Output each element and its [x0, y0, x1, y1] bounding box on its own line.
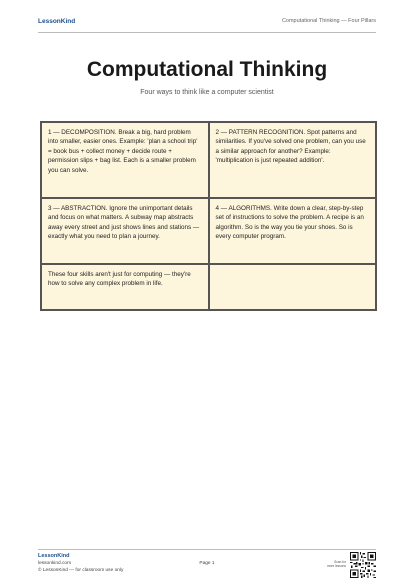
pillar-cell-abstraction: 3 — ABSTRACTION. Ignore the unimportant details and focus on what matters. A subway map abstracts away every street and just shows lines and stations — exactly what you need to plan a journey.	[41, 198, 209, 264]
footer-url[interactable]: lessonkind.com	[38, 561, 72, 566]
qr-code-icon[interactable]	[350, 552, 376, 578]
brand-logo[interactable]: LessonKind	[38, 17, 76, 25]
pillars-grid	[40, 121, 377, 311]
scan-caption-line1: Scan for	[334, 560, 346, 564]
page-subtitle: Four ways to think like a computer scientist	[140, 89, 274, 96]
header-section-title: Computational Thinking — Four Pillars	[281, 18, 376, 24]
empty-cell	[209, 264, 377, 310]
pillar-cell-pattern-recognition: 2 — PATTERN RECOGNITION. Spot patterns and similarities. If you've solved one problem, can you use a similar approach for another? Example: 'multiplication is just repeated addition'.	[209, 122, 377, 198]
pillar-cell-decomposition: 1 — DECOMPOSITION. Break a big, hard problem into smaller, easier ones. Example: 'plan a school trip' = book bus + collect money + decide route + permission slips + bag list. Each is a smaller problem you can solve.	[41, 122, 209, 198]
page-header	[38, 13, 376, 33]
footer-copyright: © LessonKind — for classroom use only	[38, 568, 124, 573]
pillar-cell-algorithms: 4 — ALGORITHMS. Write down a clear, step-by-step set of instructions to solve the problem. A recipe is an algorithm. So is the way you tie your shoes. So is every computer program.	[209, 198, 377, 264]
footer-brand: LessonKind	[38, 553, 70, 559]
scan-caption	[327, 560, 346, 568]
scan-caption-line2: more lessons	[327, 564, 346, 569]
summary-cell: These four skills aren't just for computing — they're how to solve any complex problem in life.	[41, 264, 209, 310]
page-title: Computational Thinking	[86, 58, 328, 81]
page-number: Page 1	[199, 561, 215, 566]
page-footer	[38, 549, 376, 580]
